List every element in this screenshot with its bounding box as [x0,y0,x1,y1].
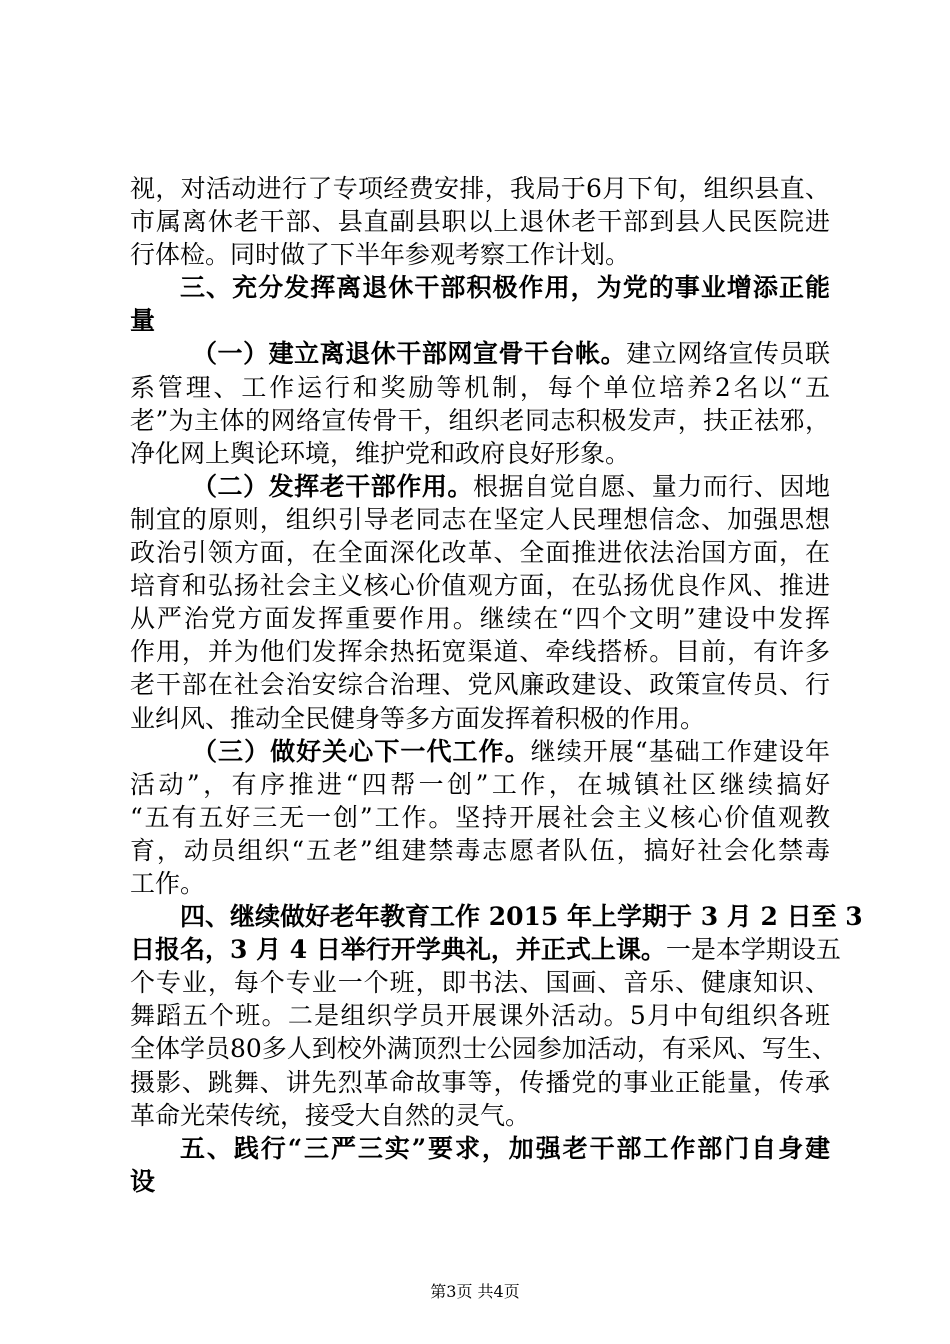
text-line [130,735,830,768]
text-line: 四、继续做好老年教育工作 2015 年上学期于 3 月 2 日至 3 [180,902,863,932]
text-line: 政治引领方面，在全面深化改革、全面推进依法治国方面，在 [130,538,830,568]
body-text: 一是本学期设五 [665,935,841,965]
text-line: 市属离休老干部、县直副县职以上退休老干部到县人民医院进 [130,207,830,237]
text-line: 摄影、跳舞、讲先烈革命故事等，传播党的事业正能量，传承 [130,1067,830,1097]
text-line: 业纠风、推动全民健身等多方面发挥着积极的作用。 [130,703,706,733]
text-line: 老”为主体的网络宣传骨干，组织老同志积极发声，扶正祛邪， [130,405,830,435]
body-text: 继续开展“基础工作建设年 [530,736,830,766]
document-body [130,172,863,1198]
text-line [130,470,830,503]
text-line: “五有五好三无一创”工作。坚持开展社会主义核心价值观教 [130,802,830,832]
text-line: 工作。 [130,868,206,898]
text-line: 五、践行“三严三实”要求，加强老干部工作部门自身建 [180,1133,830,1163]
body-text: 建立网络宣传员联 [626,339,830,369]
text-line: 培育和弘扬社会主义核心价值观方面，在弘扬优良作风、推进 [130,571,830,601]
text-line [130,337,830,370]
text-line: 个专业，每个专业一个班，即书法、国画、音乐、健康知识、 [130,968,830,998]
text-line: 三、充分发挥离退休干部积极作用，为党的事业增添正能 [180,273,830,303]
text-line: 视，对活动进行了专项经费安排，我局于6月下旬，组织县直、 [130,174,830,203]
text-line: 从严治党方面发挥重要作用。继续在“四个文明”建设中发挥 [130,604,830,634]
text-line: 育，动员组织“五老”组建禁毒志愿者队伍，搞好社会化禁毒 [130,835,830,865]
page-footer: 第3页 共4页 [430,1282,520,1301]
text-line: 全体学员80多人到校外满顶烈士公园参加活动，有采风、写生、 [130,1034,837,1064]
text-line: 净化网上舆论环境，维护党和政府良好形象。 [130,438,631,468]
text-line: 活动”，有序推进“四帮一创”工作，在城镇社区继续搞好 [130,769,830,799]
bold-heading: （二）发挥老干部作用。 [192,471,473,501]
text-line: 舞蹈五个班。二是组织学员开展课外活动。5月中旬组织各班 [130,1001,830,1031]
text-line: 制宜的原则，组织引导老同志在坚定人民理想信念、加强思想 [130,504,830,534]
text-line: 行体检。同时做了下半年参观考察工作计划。 [130,240,631,270]
bold-heading: （一）建立离退休干部网宣骨干台帐。 [192,339,627,369]
text-line: 系管理、工作运行和奖励等机制，每个单位培养2名以“五 [130,372,830,402]
body-text: 根据自觉自愿、量力而行、因地 [472,471,830,501]
text-line: 老干部在社会治安综合治理、党风廉政建设、政策宣传员、行 [130,670,830,700]
bold-heading: 日报名，3 月 4 日举行开学典礼，并正式上课。 [130,935,666,965]
text-line: 量 [130,306,156,336]
text-line [130,933,841,966]
text-line: 设 [130,1166,156,1196]
text-line: 革命光荣传统，接受大自然的灵气。 [130,1100,531,1130]
bold-heading: （三）做好关心下一代工作。 [192,736,531,766]
text-line: 作用，并为他们发挥余热拓宽渠道、牵线搭桥。目前，有许多 [130,637,830,667]
